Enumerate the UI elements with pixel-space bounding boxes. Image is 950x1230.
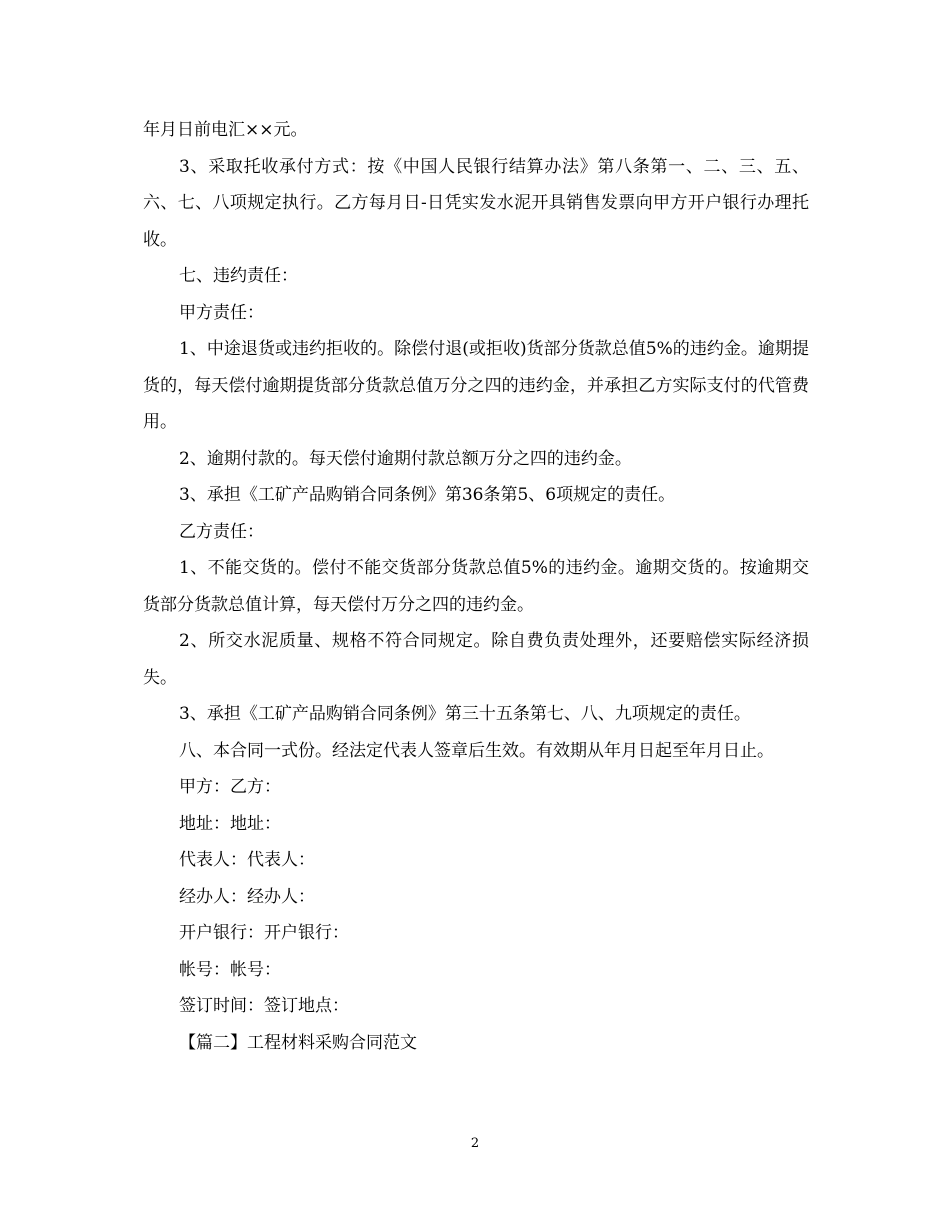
signature-field-party: 甲方：乙方： [179, 777, 281, 797]
paragraph: 八、本合同一式份。经法定代表人签章后生效。有效期从年月日起至年月日止。 [179, 740, 774, 761]
signature-field-bank: 开户银行：开户银行： [179, 923, 349, 943]
paragraph: 3、承担《工矿产品购销合同条例》第三十五条第七、八、九项规定的责任。 [179, 704, 751, 724]
signature-field-representative: 代表人：代表人： [179, 850, 315, 870]
party-b-liability-heading: 乙方责任： [179, 521, 264, 542]
paragraph: 3、采取托收承付方式：按《中国人民银行结算办法》第八条第一、二、三、五、六、七、八项规定执行。乙方每月日-日凭实发水泥开具销售发票向甲方开户银行办理托收。 [143, 156, 809, 250]
paragraph: 1、中途退货或违约拒收的。除偿付退(或拒收)货部分货款总值5%的违约金。逾期提货的，每天偿付逾期提货部分货款总值万分之四的违约金，并承担乙方实际支付的代管费用。 [143, 339, 809, 432]
document-body [143, 112, 809, 1061]
section-heading-breach-liability: 七、违约责任： [179, 266, 298, 286]
paragraph: 1、不能交货的。偿付不能交货部分货款总值5%的违约金。逾期交货的。按逾期交货部分货款总值计算，每天偿付万分之四的违约金。 [143, 558, 809, 615]
signature-field-address: 地址：地址： [179, 813, 281, 834]
paragraph: 2、所交水泥质量、规格不符合同规定。除自费负责处理外，还要赔偿实际经济损失。 [143, 631, 809, 688]
signature-field-account: 帐号：帐号： [179, 959, 281, 980]
paragraph: 3、承担《工矿产品购销合同条例》第36条第5、6项规定的责任。 [179, 485, 676, 505]
signature-field-time-place: 签订时间：签订地点： [179, 996, 349, 1016]
party-a-liability-heading: 甲方责任： [179, 302, 264, 323]
next-section-title: 【篇二】工程材料采购合同范文 [179, 1032, 417, 1053]
signature-field-handler: 经办人：经办人： [179, 886, 315, 907]
paragraph: 2、逾期付款的。每天偿付逾期付款总额万分之四的违约金。 [179, 448, 632, 469]
paragraph: 年月日前电汇××元。 [143, 120, 308, 140]
page-number: 2 [470, 1136, 480, 1151]
